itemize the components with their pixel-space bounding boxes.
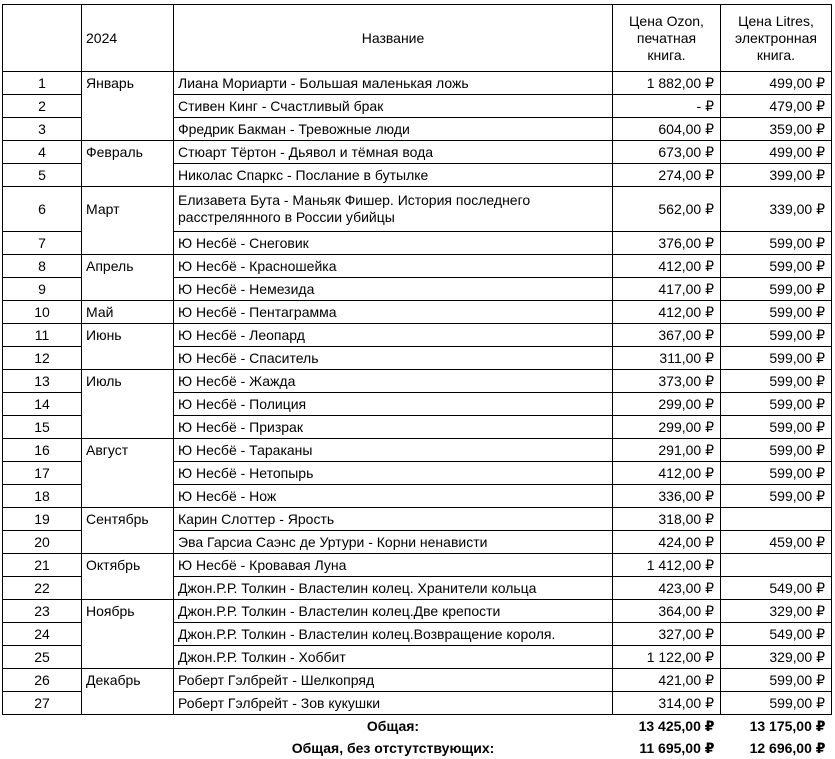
number-cell: 24 xyxy=(3,623,82,646)
number-cell: 9 xyxy=(3,278,82,301)
ozon-price-cell: 421,00 ₽ xyxy=(613,669,721,692)
month-cell xyxy=(82,416,174,439)
number-cell: 13 xyxy=(3,370,82,393)
ozon-price-cell: 423,00 ₽ xyxy=(613,577,721,600)
title-cell: Ю Несбё - Полиция xyxy=(174,393,613,416)
month-cell: Июль xyxy=(82,370,174,393)
table-row xyxy=(3,187,832,232)
header-number-cell xyxy=(3,5,82,72)
litres-price-cell: 599,00 ₽ xyxy=(721,370,832,393)
number-cell: 14 xyxy=(3,393,82,416)
litres-price-cell xyxy=(721,554,832,577)
title-cell: Фредрик Бакман - Тревожные люди xyxy=(174,118,613,141)
title-cell: Ю Несбё - Кровавая Луна xyxy=(174,554,613,577)
ozon-price-cell: 673,00 ₽ xyxy=(613,141,721,164)
number-cell: 20 xyxy=(3,531,82,554)
table-row xyxy=(3,324,832,347)
number-cell: 11 xyxy=(3,324,82,347)
total-label: Общая: xyxy=(366,717,420,734)
table-row xyxy=(3,141,832,164)
month-cell xyxy=(82,692,174,715)
number-cell: 27 xyxy=(3,692,82,715)
ozon-price-cell: 291,00 ₽ xyxy=(613,439,721,462)
title-cell: Ю Несбё - Жажда xyxy=(174,370,613,393)
number-cell: 17 xyxy=(3,462,82,485)
ozon-price-cell: 1 412,00 ₽ xyxy=(613,554,721,577)
ozon-price-cell: 311,00 ₽ xyxy=(613,347,721,370)
number-cell: 10 xyxy=(3,301,82,324)
title-cell: Николас Спаркс - Послание в бутылке xyxy=(174,164,613,187)
table-row xyxy=(3,72,832,95)
litres-price-cell: 599,00 ₽ xyxy=(721,232,832,255)
litres-price-cell: 499,00 ₽ xyxy=(721,141,832,164)
table-row xyxy=(3,600,832,623)
litres-price-cell: 599,00 ₽ xyxy=(721,301,832,324)
month-cell xyxy=(82,347,174,370)
litres-price-cell xyxy=(721,508,832,531)
title-cell: Эва Гарсиа Саэнс де Уртури - Корни ненависти xyxy=(174,531,613,554)
litres-price-cell: 499,00 ₽ xyxy=(721,72,832,95)
litres-price-cell: 359,00 ₽ xyxy=(721,118,832,141)
table-row xyxy=(3,370,832,393)
month-cell xyxy=(82,531,174,554)
ozon-price-cell: 412,00 ₽ xyxy=(613,301,721,324)
number-cell: 23 xyxy=(3,600,82,623)
number-cell: 12 xyxy=(3,347,82,370)
month-cell xyxy=(82,393,174,416)
ozon-price-cell: 364,00 ₽ xyxy=(613,600,721,623)
number-cell: 26 xyxy=(3,669,82,692)
litres-price-cell: 599,00 ₽ xyxy=(721,393,832,416)
total-ozon: 13 425,00 ₽ xyxy=(638,717,715,734)
table-row xyxy=(3,462,832,485)
month-cell: Февраль xyxy=(82,141,174,164)
title-cell: Ю Несбё - Немезида xyxy=(174,278,613,301)
number-cell: 1 xyxy=(3,72,82,95)
title-cell: Джон.Р.Р. Толкин - Хоббит xyxy=(174,646,613,669)
month-cell: Апрель xyxy=(82,255,174,278)
number-cell: 8 xyxy=(3,255,82,278)
ozon-price-cell: 562,00 ₽ xyxy=(613,187,721,232)
number-cell: 6 xyxy=(3,187,82,232)
table-row xyxy=(3,508,832,531)
total-litres: 13 175,00 ₽ xyxy=(749,717,826,734)
table-row xyxy=(3,95,832,118)
table-row xyxy=(3,416,832,439)
table-row xyxy=(3,577,832,600)
litres-price-cell: 599,00 ₽ xyxy=(721,462,832,485)
litres-price-cell: 599,00 ₽ xyxy=(721,416,832,439)
table-row xyxy=(3,255,832,278)
table-row xyxy=(3,164,832,187)
title-cell: Ю Несбё - Нетопырь xyxy=(174,462,613,485)
number-cell: 2 xyxy=(3,95,82,118)
number-cell: 22 xyxy=(3,577,82,600)
header-name-cell: Название xyxy=(174,5,613,72)
number-cell: 3 xyxy=(3,118,82,141)
table-row xyxy=(3,485,832,508)
ozon-price-cell: 318,00 ₽ xyxy=(613,508,721,531)
litres-price-cell: 599,00 ₽ xyxy=(721,347,832,370)
litres-price-cell: 599,00 ₽ xyxy=(721,485,832,508)
ozon-price-cell: 604,00 ₽ xyxy=(613,118,721,141)
month-cell: Май xyxy=(82,301,174,324)
month-cell: Март xyxy=(82,187,174,232)
number-cell: 4 xyxy=(3,141,82,164)
table-row xyxy=(3,439,832,462)
ozon-price-cell: 424,00 ₽ xyxy=(613,531,721,554)
ozon-price-cell: 299,00 ₽ xyxy=(613,416,721,439)
month-cell: Сентябрь xyxy=(82,508,174,531)
ozon-price-cell: 412,00 ₽ xyxy=(613,462,721,485)
litres-price-cell: 599,00 ₽ xyxy=(721,255,832,278)
title-cell: Ю Несбё - Красношейка xyxy=(174,255,613,278)
ozon-price-cell: 376,00 ₽ xyxy=(613,232,721,255)
spacer-cell xyxy=(3,715,174,738)
title-cell: Роберт Гэлбрейт - Зов кукушки xyxy=(174,692,613,715)
title-cell: Стюарт Тёртон - Дьявол и тёмная вода xyxy=(174,141,613,164)
month-cell xyxy=(82,118,174,141)
month-cell: Июнь xyxy=(82,324,174,347)
table-row xyxy=(3,301,832,324)
month-cell xyxy=(82,232,174,255)
table-row xyxy=(3,347,832,370)
title-cell: Ю Несбё - Призрак xyxy=(174,416,613,439)
table-row xyxy=(3,669,832,692)
litres-price-cell: 329,00 ₽ xyxy=(721,600,832,623)
litres-price-cell: 599,00 ₽ xyxy=(721,324,832,347)
total-litres: 12 696,00 ₽ xyxy=(749,739,826,756)
spacer-cell xyxy=(3,737,174,759)
litres-price-cell: 549,00 ₽ xyxy=(721,623,832,646)
title-cell: Лиана Мориарти - Большая маленькая ложь xyxy=(174,72,613,95)
month-cell xyxy=(82,95,174,118)
title-cell: Ю Несбё - Нож xyxy=(174,485,613,508)
month-cell xyxy=(82,278,174,301)
title-cell: Ю Несбё - Тараканы xyxy=(174,439,613,462)
header-ozon-cell: Цена Ozon, печатная книга. xyxy=(613,5,721,72)
month-cell: Январь xyxy=(82,72,174,95)
ozon-price-cell: 1 882,00 ₽ xyxy=(613,72,721,95)
ozon-price-cell: 327,00 ₽ xyxy=(613,623,721,646)
title-cell: Стивен Кинг - Счастливый брак xyxy=(174,95,613,118)
total-ozon: 11 695,00 ₽ xyxy=(639,739,715,756)
title-cell: Ю Несбё - Пентаграмма xyxy=(174,301,613,324)
month-cell xyxy=(82,485,174,508)
total-present-row xyxy=(3,737,832,759)
month-cell xyxy=(82,164,174,187)
header-litres-cell: Цена Litres, электронная книга. xyxy=(721,5,832,72)
ozon-price-cell: 1 122,00 ₽ xyxy=(613,646,721,669)
books-table xyxy=(2,4,832,759)
title-cell: Ю Несбё - Снеговик xyxy=(174,232,613,255)
ozon-price-cell: 299,00 ₽ xyxy=(613,393,721,416)
ozon-price-cell: 417,00 ₽ xyxy=(613,278,721,301)
month-cell: Август xyxy=(82,439,174,462)
title-cell: Джон.Р.Р. Толкин - Властелин колец.Две крепости xyxy=(174,600,613,623)
litres-price-cell: 599,00 ₽ xyxy=(721,278,832,301)
table-row xyxy=(3,692,832,715)
litres-price-cell: 339,00 ₽ xyxy=(721,187,832,232)
title-cell: Елизавета Бута - Маньяк Фишер. История последнего расстрелянного в России убийцы xyxy=(174,187,613,232)
table-row xyxy=(3,118,832,141)
ozon-price-cell: 274,00 ₽ xyxy=(613,164,721,187)
ozon-price-cell: 314,00 ₽ xyxy=(613,692,721,715)
number-cell: 5 xyxy=(3,164,82,187)
litres-price-cell: 599,00 ₽ xyxy=(721,669,832,692)
litres-price-cell: 329,00 ₽ xyxy=(721,646,832,669)
title-cell: Ю Несбё - Спаситель xyxy=(174,347,613,370)
month-cell: Октябрь xyxy=(82,554,174,577)
litres-price-cell: 479,00 ₽ xyxy=(721,95,832,118)
month-cell xyxy=(82,577,174,600)
litres-price-cell: 459,00 ₽ xyxy=(721,531,832,554)
number-cell: 19 xyxy=(3,508,82,531)
number-cell: 18 xyxy=(3,485,82,508)
table-row xyxy=(3,646,832,669)
title-cell: Джон.Р.Р. Толкин - Властелин колец. Хранители кольца xyxy=(174,577,613,600)
ozon-price-cell: 412,00 ₽ xyxy=(613,255,721,278)
table-row xyxy=(3,623,832,646)
table-row xyxy=(3,393,832,416)
title-cell: Ю Несбё - Леопард xyxy=(174,324,613,347)
header-row xyxy=(3,5,832,72)
month-cell: Декабрь xyxy=(82,669,174,692)
table-row xyxy=(3,554,832,577)
litres-price-cell: 399,00 ₽ xyxy=(721,164,832,187)
number-cell: 21 xyxy=(3,554,82,577)
month-cell xyxy=(82,646,174,669)
number-cell: 15 xyxy=(3,416,82,439)
title-cell: Карин Слоттер - Ярость xyxy=(174,508,613,531)
header-year-cell: 2024 xyxy=(82,5,174,72)
month-cell: Ноябрь xyxy=(82,600,174,623)
litres-price-cell: 599,00 ₽ xyxy=(721,692,832,715)
title-cell: Роберт Гэлбрейт - Шелкопряд xyxy=(174,669,613,692)
number-cell: 16 xyxy=(3,439,82,462)
total-label: Общая, без отстутствующих: xyxy=(291,739,495,756)
ozon-price-cell: 373,00 ₽ xyxy=(613,370,721,393)
title-cell: Джон.Р.Р. Толкин - Властелин колец.Возвращение короля. xyxy=(174,623,613,646)
total-row xyxy=(3,715,832,738)
litres-price-cell: 599,00 ₽ xyxy=(721,439,832,462)
table-row xyxy=(3,278,832,301)
table-row xyxy=(3,531,832,554)
ozon-price-cell: - ₽ xyxy=(613,95,721,118)
litres-price-cell: 549,00 ₽ xyxy=(721,577,832,600)
table-row xyxy=(3,232,832,255)
number-cell: 7 xyxy=(3,232,82,255)
month-cell xyxy=(82,623,174,646)
ozon-price-cell: 367,00 ₽ xyxy=(613,324,721,347)
number-cell: 25 xyxy=(3,646,82,669)
month-cell xyxy=(82,462,174,485)
ozon-price-cell: 336,00 ₽ xyxy=(613,485,721,508)
